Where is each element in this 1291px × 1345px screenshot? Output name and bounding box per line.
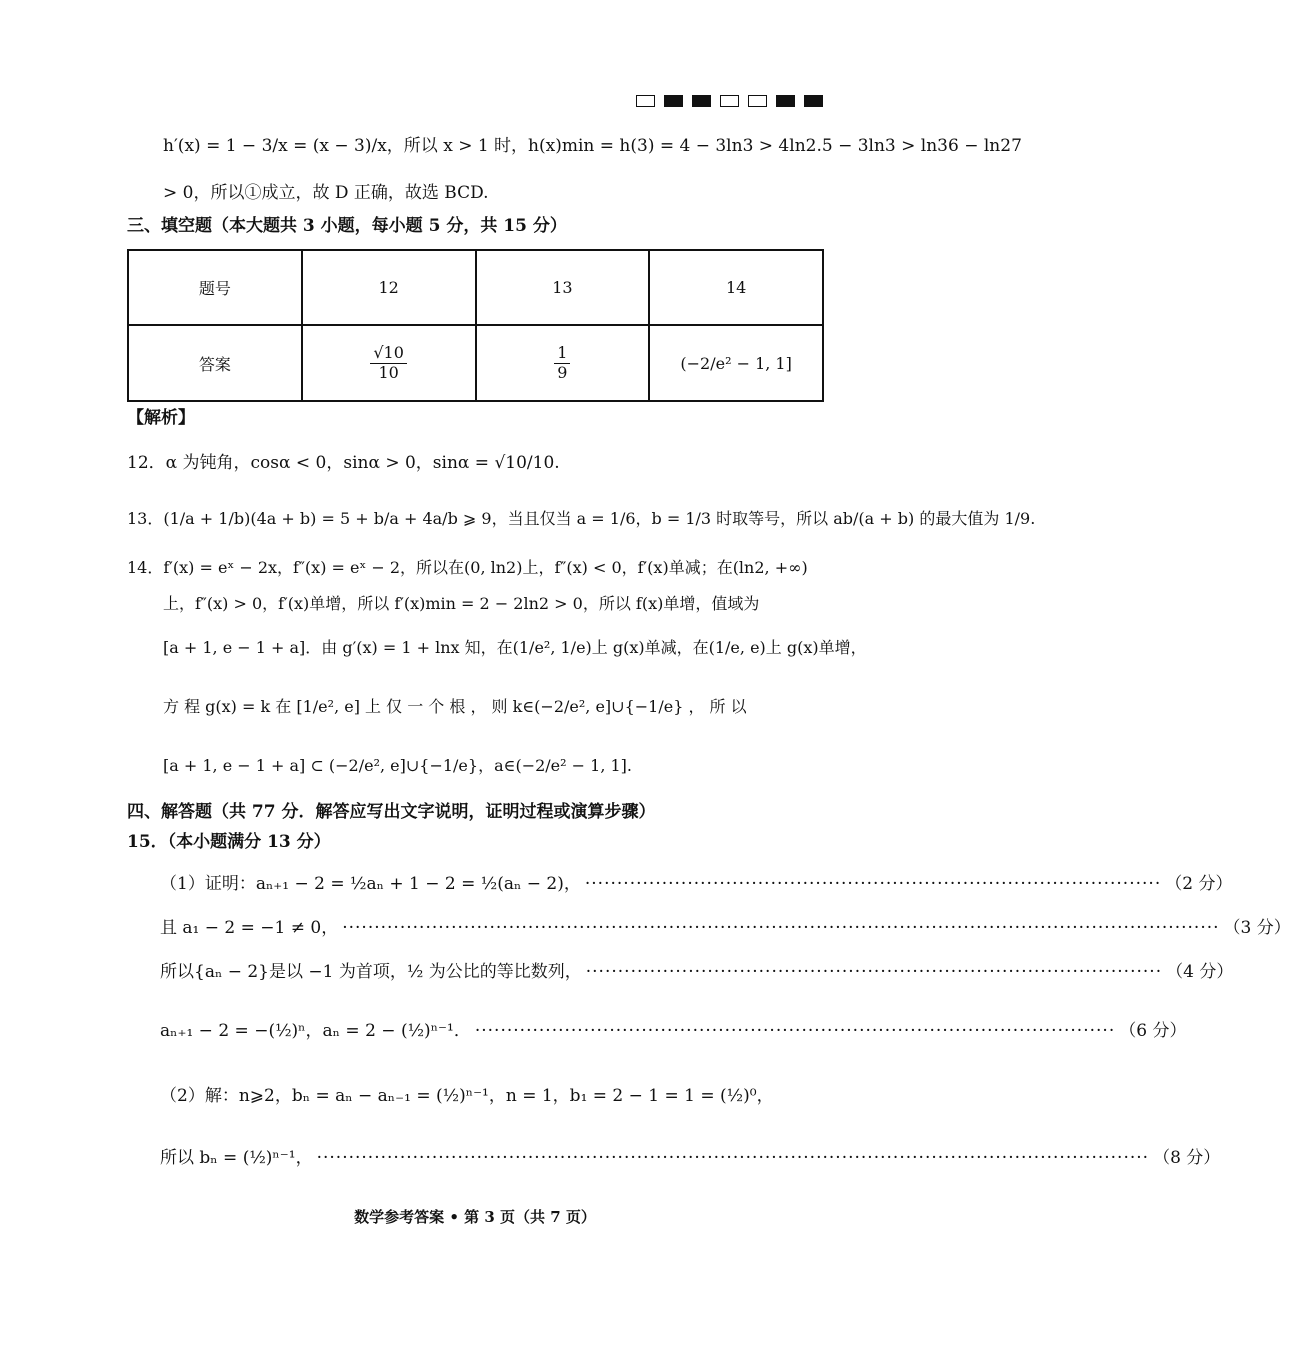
analysis-heading: 【解析】 [127,408,195,428]
denominator: 9 [557,362,568,382]
numerator: 1 [554,344,570,363]
solution-14-line-3: [a + 1, e − 1 + a]．由 g′(x) = 1 + lnx 知，在(1/e², 1/e)上 g(x)单减，在(1/e, e)上 g(x)单增， [163,638,867,657]
answer-table [127,249,824,402]
solution-step-6 [160,1146,1221,1170]
solution-13: 13．(1/a + 1/b)(4a + b) = 5 + b/a + 4a/b ⩾ 9，当且仅当 a = 1/6，b = 1/3 时取等号，所以 ab/(a + b) 的最大值为 1/9. [127,509,1036,528]
fraction [370,344,407,382]
step-text: 所以 bₙ = (½)ⁿ⁻¹， [160,1148,313,1168]
cell-header-12: 12 [302,250,476,325]
mark-empty [720,95,739,107]
step-text: （1）证明：aₙ₊₁ − 2 = ½aₙ + 1 − 2 = ½(aₙ − 2)， [160,874,581,894]
step-text: 且 a₁ − 2 = −1 ≠ 0， [160,918,339,938]
solution-14-line-4: 方 程 g(x) = k 在 [1/e², e] 上 仅 一 个 根 ， 则 k∈(−2/e², e]∪{−1/e} ， 所 以 [163,697,747,716]
mark-filled [776,95,795,107]
mark-filled [664,95,683,107]
cell-answer-12 [302,325,476,401]
solution-part-2: （2）解：n⩾2，bₙ = aₙ − aₙ₋₁ = (½)ⁿ⁻¹，n = 1，b₁ = 2 − 1 = 1 = (½)⁰， [160,1086,774,1106]
step-text: aₙ₊₁ − 2 = −(½)ⁿ，aₙ = 2 − (½)ⁿ⁻¹． [160,1021,471,1041]
section-solve-heading: 四、解答题（共 77 分．解答应写出文字说明，证明过程或演算步骤） [127,802,656,822]
solution-12: 12．α 为钝角，cosα < 0，sinα > 0，sinα = √10/10. [127,453,560,473]
cell-answer-14: (−2/e² − 1, 1] [649,325,823,401]
continuation-line-1: h′(x) = 1 − 3/x = (x − 3)/x，所以 x > 1 时，h(x)min = h(3) = 4 − 3ln3 > 4ln2.5 − 3ln3 > ln36 − ln27 [163,136,1022,156]
cell-answer-label: 答案 [128,325,302,401]
cell-answer-13 [476,325,650,401]
solution-14-line-2: 上，f″(x) > 0，f′(x)单增，所以 f′(x)min = 2 − 2ln2 > 0，所以 f(x)单增，值域为 [163,594,760,613]
score-label: （2 分） [1165,874,1233,894]
mark-empty [636,95,655,107]
dot-leader: ·························································································· [585,962,1163,982]
score-label: （8 分） [1153,1148,1221,1168]
continuation-line-2: > 0，所以①成立，故 D 正确，故选 BCD. [163,183,489,203]
proof-step-3 [160,960,1234,984]
score-label: （4 分） [1166,962,1234,982]
score-label: （6 分） [1119,1021,1187,1041]
denominator: 10 [378,362,399,382]
page-footer: 数学参考答案 • 第 3 页（共 7 页） [354,1208,596,1226]
proof-step-2 [160,916,1291,940]
cell-header-label: 题号 [128,250,302,325]
mark-filled [692,95,711,107]
mark-empty [748,95,767,107]
proof-step-4 [160,1019,1187,1043]
header-marks [636,95,823,107]
mark-filled [804,95,823,107]
solution-14-line-5: [a + 1, e − 1 + a] ⊂ (−2/e², e]∪{−1/e}，a∈(−2/e² − 1, 1]. [163,756,632,775]
fraction [554,344,570,382]
dot-leader: ···································································································· [474,1021,1116,1041]
dot-leader: ·································································································································· [316,1148,1150,1168]
dot-leader: ········································································································································· [342,918,1220,938]
section-fill-in-heading: 三、填空题（本大题共 3 小题，每小题 5 分，共 15 分） [127,216,567,236]
step-text: 所以{aₙ − 2}是以 −1 为首项，½ 为公比的等比数列， [160,962,582,982]
problem-15-title: 15．（本小题满分 13 分） [127,832,331,852]
cell-header-13: 13 [476,250,650,325]
numerator: √10 [370,344,407,363]
proof-step-1 [160,872,1233,896]
solution-14-line-1: 14．f′(x) = eˣ − 2x，f″(x) = eˣ − 2，所以在(0, ln2)上，f″(x) < 0，f′(x)单减；在(ln2, +∞) [127,558,808,577]
dot-leader: ·························································································· [584,874,1162,894]
score-label: （3 分） [1223,918,1291,938]
cell-header-14: 14 [649,250,823,325]
